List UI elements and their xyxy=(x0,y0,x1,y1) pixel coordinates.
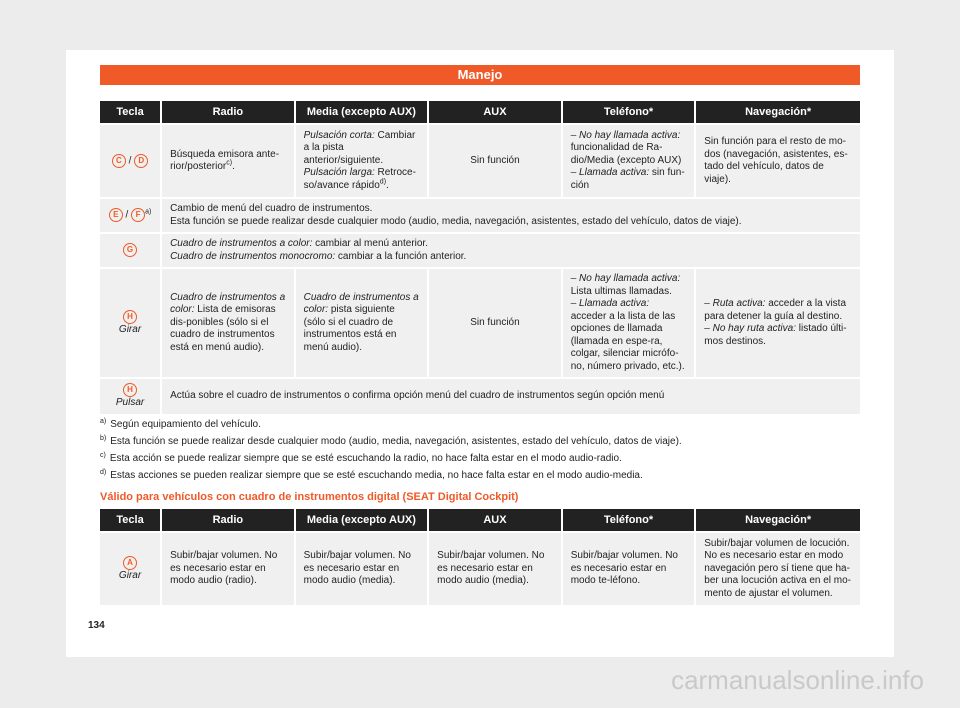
col-header: Teléfono* xyxy=(563,509,695,531)
table-row xyxy=(100,269,860,377)
volume-table xyxy=(98,507,862,607)
footnote-ref: a) xyxy=(145,208,152,216)
key-a-icon: A xyxy=(123,556,137,570)
phone-text: funcionalidad de Ra-dio/Media (excepto AUX) xyxy=(570,142,682,166)
col-header: Radio xyxy=(162,509,294,531)
phone-cell xyxy=(563,125,695,197)
media-text: Retroce-so/avance rápido xyxy=(303,167,416,191)
span-cell xyxy=(162,199,860,232)
col-header: Teléfono* xyxy=(563,101,695,123)
label-long-press: Pulsación larga: xyxy=(303,167,375,179)
page-number: 134 xyxy=(88,620,105,631)
footnote-text: Estas acciones se pueden realizar siempre que se esté escuchando media, no hace falta estar en el modo audio-media. xyxy=(110,470,643,481)
col-header: Navegación* xyxy=(696,509,860,531)
key-cell xyxy=(100,199,160,232)
table-row xyxy=(100,234,860,267)
radio-text: Lista de emisoras dis-ponibles (sólo si el cuadro de instrumentos está en menú audio). xyxy=(170,304,276,353)
footnotes xyxy=(100,416,860,484)
media-cell: Subir/bajar volumen. No es necesario estar en modo audio (media). xyxy=(296,533,428,605)
aux-cell: Subir/bajar volumen. No es necesario estar en modo audio (media). xyxy=(429,533,561,605)
footnote-text: Según equipamiento del vehículo. xyxy=(110,419,261,430)
nav-cell xyxy=(696,269,860,377)
table-row xyxy=(100,199,860,232)
subheading: Válido para vehículos con cuadro de instrumentos digital (SEAT Digital Cockpit) xyxy=(100,491,519,503)
label-color-cluster: Cuadro de instrumentos a color: xyxy=(303,291,419,316)
label-call-active: – Llamada activa: xyxy=(570,167,650,179)
media-cell xyxy=(296,125,428,197)
label-call-active: – Llamada activa: xyxy=(570,298,650,309)
label-no-call: – No hay llamada activa: xyxy=(570,129,681,141)
radio-cell xyxy=(162,269,294,377)
media-text-end: . xyxy=(386,179,389,191)
key-cell xyxy=(100,269,160,377)
phone-text: acceder a la lista de las opciones de llamada (llamada en espe-ra, colgar, silenciar micrófo-no, número privado, etc.). xyxy=(570,310,685,372)
description-line: Esta función se puede realizar desde cualquier modo (audio, media, navegación, asistentes, estado del vehículo, datos de viaje). xyxy=(170,215,742,227)
col-header: Radio xyxy=(162,101,294,123)
key-separator: / xyxy=(125,210,129,222)
key-c-icon: C xyxy=(112,154,126,168)
description-text: cambiar a la función anterior. xyxy=(335,250,467,262)
label-no-call: – No hay llamada activa: xyxy=(570,273,681,284)
footnote-ref: c) xyxy=(226,159,233,167)
radio-text: Búsqueda emisora ante-rior/posterior xyxy=(170,148,280,172)
col-header: AUX xyxy=(429,101,561,123)
nav-cell: Subir/bajar volumen de locución. No es necesario estar en modo navegación pero sí tiene que ha-ber una locución activa en el mo-mento de ajustar el volumen. xyxy=(696,533,860,605)
key-action-label: Pulsar xyxy=(115,397,145,409)
description-line: Cambio de menú del cuadro de instrumentos. xyxy=(170,203,373,214)
label-color-cluster: Cuadro de instrumentos a color: xyxy=(170,238,313,249)
span-cell xyxy=(162,234,860,267)
table-row xyxy=(100,379,860,414)
footnote-text: Esta función se puede realizar desde cualquier modo (audio, media, navegación, asistentes, estado del vehículo, datos de viaje). xyxy=(110,436,682,447)
label-color-cluster: Cuadro de instrumentos a color: xyxy=(170,291,286,316)
aux-cell: Sin función xyxy=(429,269,561,377)
key-cell xyxy=(100,234,160,267)
footnote xyxy=(100,433,860,450)
label-mono-cluster: Cuadro de instrumentos monocromo: xyxy=(170,250,336,262)
phone-text: sin fun-ción xyxy=(570,167,685,191)
key-h-icon: H xyxy=(123,310,137,324)
key-cell xyxy=(100,125,160,197)
label-short-press: Pulsación corta: xyxy=(303,129,375,141)
footnote-mark: d) xyxy=(100,468,107,476)
phone-cell xyxy=(563,269,695,377)
nav-text: acceder a la vista para detener la guía al destino. xyxy=(704,298,847,322)
footnote-text: Esta acción se puede realizar siempre que se esté escuchando la radio, no hace falta estar en el modo audio-radio. xyxy=(109,453,622,464)
watermark: carmanualsonline.info xyxy=(671,665,924,695)
media-text: pista siguiente (sólo si el cuadro de instrumentos está en menú audio). xyxy=(303,304,397,353)
col-header: Navegación* xyxy=(696,101,860,123)
key-action-label: Girar xyxy=(118,569,142,581)
key-cell xyxy=(100,533,160,605)
aux-cell: Sin función xyxy=(429,125,561,197)
radio-cell: Subir/bajar volumen. No es necesario estar en modo audio (radio). xyxy=(162,533,294,605)
col-header: Media (excepto AUX) xyxy=(296,101,428,123)
col-header: AUX xyxy=(429,509,561,531)
footnote-mark: a) xyxy=(100,417,107,425)
key-h-icon: H xyxy=(123,383,137,397)
key-d-icon: D xyxy=(134,154,148,168)
footnote-mark: b) xyxy=(100,434,107,442)
phone-cell: Subir/bajar volumen. No es necesario estar en modo te-léfono. xyxy=(563,533,695,605)
label-route-active: – Ruta activa: xyxy=(704,298,766,309)
table-row xyxy=(100,125,860,197)
phone-text: Lista ultimas llamadas. xyxy=(570,285,672,297)
col-header: Media (excepto AUX) xyxy=(296,509,428,531)
nav-cell: Sin función para el resto de mo-dos (navegación, asistentes, es-tado del vehículo, datos de viaje). xyxy=(696,125,860,197)
table-row xyxy=(100,533,860,605)
col-header: Tecla xyxy=(100,101,160,123)
footnote xyxy=(100,450,860,467)
media-cell xyxy=(296,269,428,377)
radio-cell: Búsqueda emisora ante-rior/posterior$^{c)}$. xyxy=(162,125,294,197)
key-f-icon: F xyxy=(131,208,145,222)
footnote-ref: d) xyxy=(379,178,387,186)
nav-text: listado últi-mos destinos. xyxy=(704,323,847,347)
table-header-row xyxy=(100,101,860,123)
media-text: Cambiar a la pista anterior/siguiente. xyxy=(303,129,416,166)
footnote-mark: c) xyxy=(100,451,106,459)
key-e-icon: E xyxy=(109,208,123,222)
key-cell xyxy=(100,379,160,414)
controls-table xyxy=(98,99,862,416)
label-no-route: – No hay ruta activa: xyxy=(704,323,796,334)
table-header-row xyxy=(100,509,860,531)
key-action-label: Girar xyxy=(118,323,142,335)
description-text: cambiar al menú anterior. xyxy=(312,238,428,249)
section-header: Manejo xyxy=(100,65,860,85)
footnote xyxy=(100,416,860,433)
span-cell: Actúa sobre el cuadro de instrumentos o confirma opción menú del cuadro de instrumentos según opción menú xyxy=(162,379,860,414)
col-header: Tecla xyxy=(100,509,160,531)
key-g-icon: G xyxy=(123,243,137,257)
footnote xyxy=(100,467,860,484)
key-separator: / xyxy=(128,155,132,167)
